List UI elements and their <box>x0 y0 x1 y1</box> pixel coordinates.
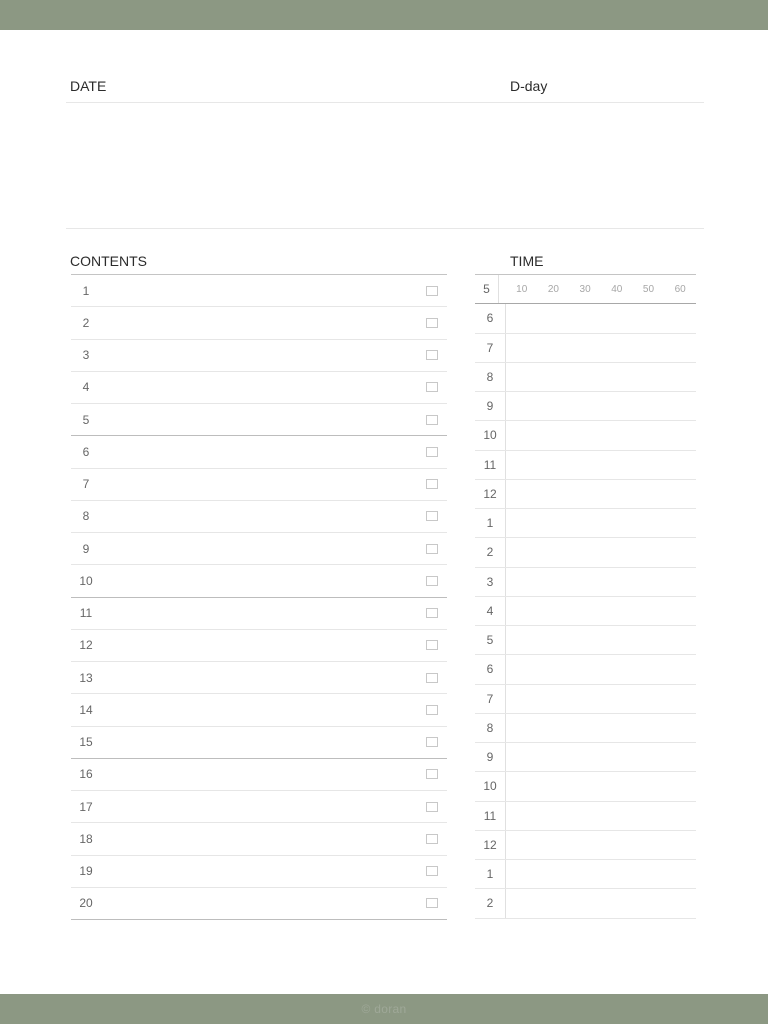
row-entry-field[interactable] <box>101 727 426 758</box>
minute-marks <box>499 275 696 303</box>
row-entry-field[interactable] <box>101 565 426 596</box>
time-row[interactable] <box>475 860 696 889</box>
content-row[interactable] <box>71 759 447 791</box>
hour-label: 6 <box>475 304 506 332</box>
time-title: TIME <box>510 253 544 269</box>
time-slot-area[interactable] <box>506 655 696 683</box>
time-slot-area[interactable] <box>506 685 696 713</box>
time-slot-area[interactable] <box>506 626 696 654</box>
checkbox[interactable] <box>426 544 438 554</box>
time-slot-area[interactable] <box>506 421 696 449</box>
time-row[interactable] <box>475 509 696 538</box>
time-row[interactable] <box>475 802 696 831</box>
minute-mark: 50 <box>642 283 655 295</box>
hour-label: 8 <box>475 714 506 742</box>
time-slot-area[interactable] <box>506 802 696 830</box>
notes-divider <box>66 228 704 229</box>
time-row[interactable] <box>475 451 696 480</box>
row-number: 10 <box>79 573 93 588</box>
hour-label: 6 <box>475 655 506 683</box>
hour-label: 11 <box>475 451 506 479</box>
time-slot-area[interactable] <box>506 451 696 479</box>
row-entry-field[interactable] <box>101 372 426 403</box>
time-slot-area[interactable] <box>506 334 696 362</box>
row-number: 3 <box>82 348 90 363</box>
checkbox[interactable] <box>426 705 438 715</box>
content-row[interactable] <box>71 469 447 501</box>
hour-label: 1 <box>475 509 506 537</box>
row-entry-field[interactable] <box>101 759 426 790</box>
row-number: 1 <box>82 283 90 298</box>
minute-mark: 10 <box>516 283 528 295</box>
checkbox[interactable] <box>426 511 438 521</box>
time-slot-area[interactable] <box>506 480 696 508</box>
row-entry-field[interactable] <box>101 662 426 693</box>
time-slot-area[interactable] <box>506 304 696 332</box>
hour-label: 11 <box>475 802 506 830</box>
row-number: 11 <box>79 606 93 621</box>
content-row[interactable] <box>71 340 447 372</box>
content-row[interactable] <box>71 662 447 694</box>
footer-credit: © doran <box>361 1002 407 1016</box>
hour-label: 10 <box>475 772 506 800</box>
row-entry-field[interactable] <box>101 469 426 500</box>
time-slot-area[interactable] <box>506 743 696 771</box>
time-slot-area[interactable] <box>506 568 696 596</box>
checkbox[interactable] <box>426 447 438 457</box>
row-entry-field[interactable] <box>101 598 426 629</box>
time-row[interactable] <box>475 626 696 655</box>
row-entry-field[interactable] <box>101 436 426 467</box>
time-slot-area[interactable] <box>506 597 696 625</box>
content-row[interactable] <box>71 727 447 759</box>
content-row[interactable] <box>71 501 447 533</box>
hour-label: 2 <box>475 538 506 566</box>
row-entry-field[interactable] <box>101 501 426 532</box>
row-entry-field[interactable] <box>101 340 426 371</box>
checkbox[interactable] <box>426 673 438 683</box>
notes-area[interactable] <box>66 103 704 228</box>
row-entry-field[interactable] <box>101 533 426 564</box>
row-number: 6 <box>82 444 90 459</box>
checkbox[interactable] <box>426 382 438 392</box>
checkbox[interactable] <box>426 640 438 650</box>
time-row[interactable] <box>475 538 696 567</box>
content-row[interactable] <box>71 630 447 662</box>
checkbox[interactable] <box>426 576 438 586</box>
row-entry-field[interactable] <box>101 630 426 661</box>
time-slot-area[interactable] <box>506 889 696 917</box>
checkbox[interactable] <box>426 479 438 489</box>
content-row[interactable] <box>71 436 447 468</box>
row-entry-field[interactable] <box>101 823 426 854</box>
checkbox[interactable] <box>426 318 438 328</box>
contents-list <box>71 274 447 920</box>
hour-label: 3 <box>475 568 506 596</box>
row-entry-field[interactable] <box>101 791 426 822</box>
time-header-row <box>475 275 696 304</box>
time-slot-area[interactable] <box>506 772 696 800</box>
minute-mark: 40 <box>611 283 623 295</box>
content-row[interactable] <box>71 404 447 436</box>
content-row[interactable] <box>71 694 447 726</box>
hour-label: 4 <box>475 597 506 625</box>
content-row[interactable] <box>71 598 447 630</box>
time-row[interactable] <box>475 597 696 626</box>
time-row[interactable] <box>475 363 696 392</box>
row-entry-field[interactable] <box>101 404 426 435</box>
hour-label: 12 <box>475 480 506 508</box>
time-row[interactable] <box>475 685 696 714</box>
row-entry-field[interactable] <box>101 856 426 887</box>
content-row[interactable] <box>71 565 447 597</box>
content-row[interactable] <box>71 275 447 307</box>
row-number: 15 <box>79 735 93 750</box>
row-number: 12 <box>79 638 93 653</box>
hour-label: 12 <box>475 831 506 859</box>
dday-label: D-day <box>510 78 548 94</box>
hour-label: 2 <box>475 889 506 917</box>
time-slot-area[interactable] <box>506 392 696 420</box>
time-slot-area[interactable] <box>506 831 696 859</box>
checkbox[interactable] <box>426 834 438 844</box>
hour-label: 10 <box>475 421 506 449</box>
time-row[interactable] <box>475 392 696 421</box>
row-number: 5 <box>82 412 90 427</box>
time-row[interactable] <box>475 421 696 450</box>
date-label: DATE <box>70 78 107 94</box>
time-row[interactable] <box>475 304 696 333</box>
row-number: 7 <box>82 477 90 492</box>
checkbox[interactable] <box>426 608 438 618</box>
minute-mark: 30 <box>579 283 591 295</box>
time-row[interactable] <box>475 889 696 918</box>
checkbox[interactable] <box>426 350 438 360</box>
top-bar <box>0 0 768 30</box>
time-row[interactable] <box>475 334 696 363</box>
time-slot-area[interactable] <box>506 538 696 566</box>
hour-label: 1 <box>475 860 506 888</box>
content-row[interactable] <box>71 372 447 404</box>
content-row[interactable] <box>71 856 447 888</box>
time-slot-area[interactable] <box>506 860 696 888</box>
time-slot-area[interactable] <box>506 363 696 391</box>
hour-label: 9 <box>475 392 506 420</box>
hour-label: 8 <box>475 363 506 391</box>
time-row[interactable] <box>475 655 696 684</box>
row-number: 18 <box>79 831 93 846</box>
content-row[interactable] <box>71 791 447 823</box>
checkbox[interactable] <box>426 898 438 908</box>
content-row[interactable] <box>71 888 447 920</box>
time-slot-area[interactable] <box>506 714 696 742</box>
row-number: 8 <box>82 509 90 524</box>
row-number: 13 <box>79 670 93 685</box>
checkbox[interactable] <box>426 286 438 296</box>
checkbox[interactable] <box>426 769 438 779</box>
minute-mark: 60 <box>674 283 686 295</box>
row-entry-field[interactable] <box>101 275 426 306</box>
hour-label: 9 <box>475 743 506 771</box>
minute-mark: 20 <box>547 283 559 295</box>
time-row[interactable] <box>475 831 696 860</box>
row-number: 14 <box>79 702 93 717</box>
row-entry-field[interactable] <box>101 888 426 919</box>
row-number: 4 <box>82 380 90 395</box>
hour-label: 5 <box>475 275 499 303</box>
row-entry-field[interactable] <box>101 307 426 338</box>
content-row[interactable] <box>71 533 447 565</box>
content-row[interactable] <box>71 307 447 339</box>
content-row[interactable] <box>71 823 447 855</box>
row-number: 20 <box>79 896 93 911</box>
bottom-bar <box>0 994 768 1024</box>
time-row[interactable] <box>475 714 696 743</box>
checkbox[interactable] <box>426 737 438 747</box>
time-row[interactable] <box>475 568 696 597</box>
checkbox[interactable] <box>426 415 438 425</box>
row-number: 9 <box>82 541 90 556</box>
hour-label: 5 <box>475 626 506 654</box>
contents-title: CONTENTS <box>70 253 147 269</box>
time-slot-area[interactable] <box>506 509 696 537</box>
checkbox[interactable] <box>426 802 438 812</box>
row-number: 19 <box>79 864 93 879</box>
time-row[interactable] <box>475 772 696 801</box>
checkbox[interactable] <box>426 866 438 876</box>
time-row[interactable] <box>475 743 696 772</box>
row-number: 16 <box>79 767 93 782</box>
time-grid <box>475 274 696 919</box>
time-row[interactable] <box>475 480 696 509</box>
row-entry-field[interactable] <box>101 694 426 725</box>
row-number: 2 <box>82 315 90 330</box>
row-number: 17 <box>79 799 93 814</box>
hour-label: 7 <box>475 334 506 362</box>
hour-label: 7 <box>475 685 506 713</box>
